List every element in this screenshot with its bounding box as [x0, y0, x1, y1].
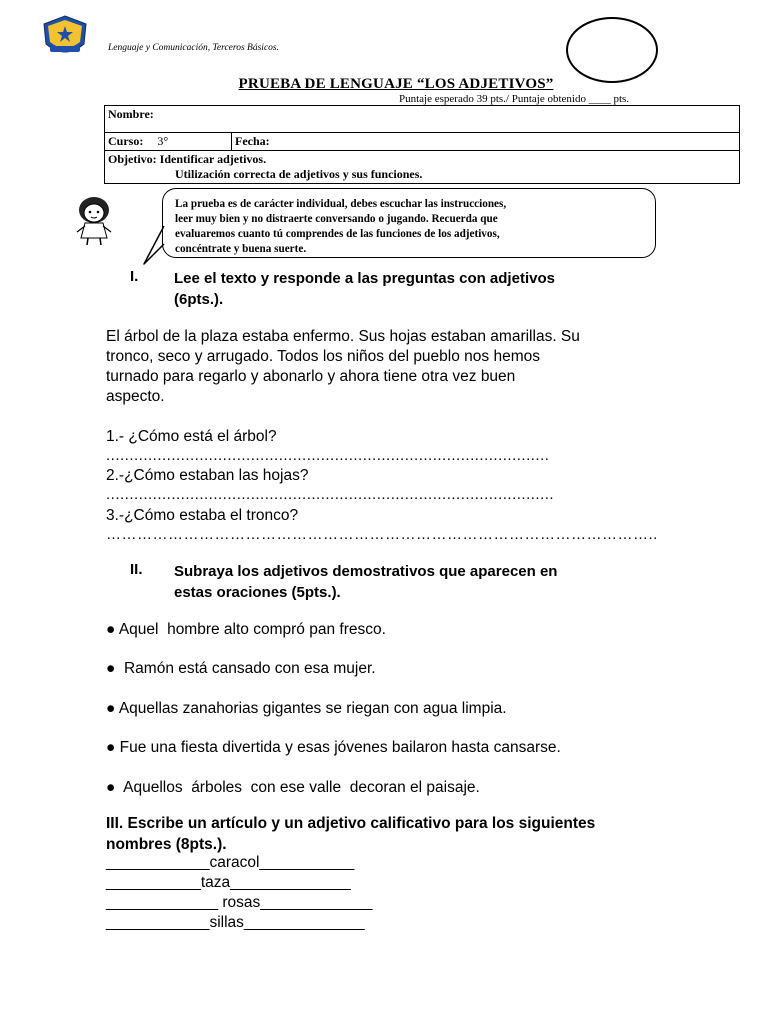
section-3-heading	[106, 813, 666, 855]
section-1-heading-line-1: Lee el texto y responde a las preguntas con adjetivos	[174, 270, 555, 287]
answer-line-2[interactable]: ................................................................................................	[106, 486, 555, 503]
sentence-5[interactable]: ● Aquellos árboles con ese valle decoran el paisaje.	[106, 779, 480, 796]
curso-field[interactable]	[105, 133, 232, 151]
objective-line-2: Utilización correcta de adjetivos y sus funciones.	[175, 167, 423, 181]
reading-paragraph	[106, 327, 666, 407]
sentence-3[interactable]: ● Aquellas zanahorias gigantes se riegan con agua limpia.	[106, 700, 507, 717]
course-header: Lenguaje y Comunicación, Terceros Básicos.	[108, 43, 279, 53]
curso-label: Curso:	[108, 134, 144, 148]
objective-line-1: Objetivo: Identificar adjetivos.	[108, 152, 267, 166]
fill-blank-caracol[interactable]: ____________caracol___________	[106, 854, 355, 871]
objective-cell	[105, 151, 740, 184]
section-1-number: I.	[130, 268, 139, 285]
question-1: 1.- ¿Cómo está el árbol?	[106, 428, 277, 445]
section-2-number: II.	[130, 561, 143, 578]
sentence-4[interactable]: ● Fue una fiesta divertida y esas jóvenes bailaron hasta cansarse.	[106, 739, 561, 756]
fill-blank-rosas[interactable]: _____________ rosas_____________	[106, 894, 373, 911]
score-line: Puntaje esperado 39 pts./ Puntaje obtenido ____ pts.	[399, 93, 630, 105]
fill-blank-taza[interactable]: ___________taza______________	[106, 874, 351, 891]
curso-value: 3°	[157, 134, 169, 148]
section-3-heading-line-2: nombres (8pts.).	[106, 836, 227, 853]
bubble-line-2: leer muy bien y no distraerte conversando o jugando. Recuerda que	[175, 213, 498, 225]
paragraph-line: turnado para regarlo y abonarlo y ahora tiene otra vez buen	[106, 368, 516, 385]
paragraph-line: tronco, seco y arrugado. Todos los niños del pueblo nos hemos	[106, 348, 540, 365]
name-field[interactable]	[105, 106, 740, 133]
fill-blank-sillas[interactable]: ____________sillas______________	[106, 914, 365, 931]
section-3-heading-line-1: III. Escribe un artículo y un adjetivo calificativo para los siguientes	[106, 815, 596, 832]
cartoon-character-icon	[72, 194, 120, 246]
section-2-heading-line-2: estas oraciones (5pts.).	[174, 584, 341, 601]
instructions-bubble	[162, 188, 656, 258]
answer-line-1[interactable]: ...............................................................................................	[106, 447, 550, 464]
fecha-field[interactable]	[232, 133, 740, 151]
sentence-2[interactable]: ● Ramón está cansado con esa mujer.	[106, 660, 376, 677]
bubble-line-1: La prueba es de carácter individual, debes escuchar las instrucciones,	[175, 198, 507, 210]
bubble-line-3: evaluaremos cuanto tú comprendes de las funciones de los adjetivos,	[175, 228, 500, 240]
question-2: 2.-¿Cómo estaban las hojas?	[106, 467, 309, 484]
name-label: Nombre:	[108, 107, 154, 121]
fecha-label: Fecha:	[235, 134, 270, 148]
school-logo	[40, 14, 90, 60]
paragraph-line: El árbol de la plaza estaba enfermo. Sus hojas estaban amarillas. Su	[106, 328, 580, 345]
answer-line-3[interactable]: ……………………………………………………………………………………………..	[106, 526, 658, 543]
score-circle	[566, 17, 658, 83]
section-2-heading-line-1: Subraya los adjetivos demostrativos que aparecen en	[174, 563, 558, 580]
page-title: PRUEBA DE LENGUAJE “LOS ADJETIVOS”	[238, 76, 554, 92]
section-1-heading-line-2: (6pts.).	[174, 291, 224, 308]
paragraph-line: aspecto.	[106, 388, 165, 405]
sentence-1[interactable]: ● Aquel hombre alto compró pan fresco.	[106, 621, 386, 638]
section-2-heading	[174, 561, 557, 603]
student-info-table	[104, 105, 740, 184]
section-1-heading	[174, 268, 555, 310]
question-3: 3.-¿Cómo estaba el tronco?	[106, 507, 299, 524]
bubble-line-4: concéntrate y buena suerte.	[175, 243, 307, 255]
